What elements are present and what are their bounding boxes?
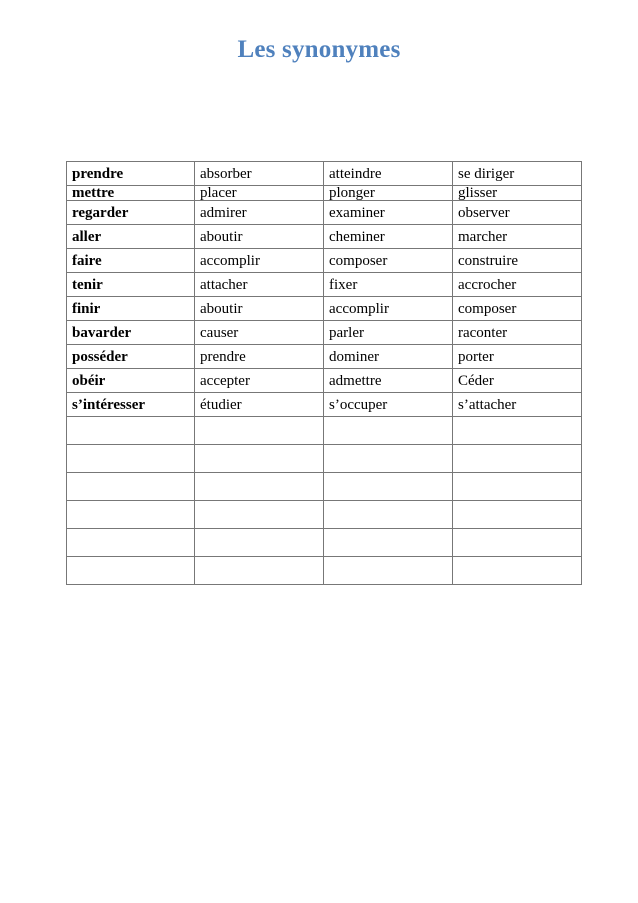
table-cell-synonym: accepter: [195, 369, 324, 393]
synonyms-table: [66, 161, 582, 585]
table-cell-synonym: [195, 473, 324, 501]
table-cell-word: aller: [67, 225, 195, 249]
table-cell-synonym: porter: [453, 345, 582, 369]
table-cell-synonym: attacher: [195, 273, 324, 297]
table-cell-synonym: placer: [195, 186, 324, 201]
table-row-empty: [67, 501, 582, 529]
table-row: [67, 321, 582, 345]
table-cell-word: faire: [67, 249, 195, 273]
table-cell-synonym: examiner: [324, 201, 453, 225]
table-cell-synonym: [453, 473, 582, 501]
table-cell-synonym: parler: [324, 321, 453, 345]
table-cell-synonym: [195, 501, 324, 529]
table-cell-synonym: étudier: [195, 393, 324, 417]
table-row-empty: [67, 445, 582, 473]
table-cell-word: bavarder: [67, 321, 195, 345]
table-row: [67, 273, 582, 297]
table-cell-synonym: cheminer: [324, 225, 453, 249]
table-cell-synonym: [453, 501, 582, 529]
table-cell-synonym: [453, 529, 582, 557]
table-cell-synonym: [195, 529, 324, 557]
table-row: [67, 162, 582, 186]
table-cell-synonym: [195, 557, 324, 585]
table-cell-word: obéir: [67, 369, 195, 393]
table-cell-synonym: causer: [195, 321, 324, 345]
table-cell-synonym: accomplir: [324, 297, 453, 321]
page-title: Les synonymes: [237, 36, 401, 63]
table-cell-synonym: Céder: [453, 369, 582, 393]
table-row: [67, 297, 582, 321]
table-cell-synonym: [453, 445, 582, 473]
table-cell-synonym: s’occuper: [324, 393, 453, 417]
table-cell-synonym: plonger: [324, 186, 453, 201]
table-cell-synonym: prendre: [195, 345, 324, 369]
table-cell-synonym: se diriger: [453, 162, 582, 186]
table-cell-word: finir: [67, 297, 195, 321]
table-cell-synonym: composer: [324, 249, 453, 273]
table-cell-word: [67, 557, 195, 585]
table-cell-synonym: absorber: [195, 162, 324, 186]
table-cell-word: s’intéresser: [67, 393, 195, 417]
table-row: [67, 393, 582, 417]
table-row-empty: [67, 417, 582, 445]
table-cell-synonym: aboutir: [195, 297, 324, 321]
table-cell-word: [67, 501, 195, 529]
table-cell-word: [67, 529, 195, 557]
table-cell-synonym: [324, 473, 453, 501]
table-cell-synonym: aboutir: [195, 225, 324, 249]
table-cell-synonym: observer: [453, 201, 582, 225]
table-cell-synonym: accomplir: [195, 249, 324, 273]
table-cell-synonym: atteindre: [324, 162, 453, 186]
table-cell-synonym: [195, 445, 324, 473]
table-row: [67, 249, 582, 273]
table-cell-word: mettre: [67, 186, 195, 201]
table-row-empty: [67, 557, 582, 585]
table-cell-synonym: marcher: [453, 225, 582, 249]
table-row: [67, 201, 582, 225]
table-cell-synonym: [453, 557, 582, 585]
table-row-empty: [67, 473, 582, 501]
table-cell-synonym: [324, 417, 453, 445]
table-row: [67, 186, 582, 201]
table-cell-synonym: composer: [453, 297, 582, 321]
table-cell-word: prendre: [67, 162, 195, 186]
table-cell-word: tenir: [67, 273, 195, 297]
table-cell-synonym: admettre: [324, 369, 453, 393]
table-cell-word: regarder: [67, 201, 195, 225]
table-cell-synonym: glisser: [453, 186, 582, 201]
table-cell-synonym: [324, 557, 453, 585]
table-cell-synonym: raconter: [453, 321, 582, 345]
table-cell-synonym: [453, 417, 582, 445]
table-cell-synonym: construire: [453, 249, 582, 273]
table-cell-word: [67, 473, 195, 501]
table-cell-synonym: [324, 501, 453, 529]
table-cell-synonym: s’attacher: [453, 393, 582, 417]
table-row: [67, 369, 582, 393]
table-cell-word: posséder: [67, 345, 195, 369]
table-row: [67, 345, 582, 369]
table-cell-synonym: accrocher: [453, 273, 582, 297]
table-row-empty: [67, 529, 582, 557]
table-cell-synonym: [195, 417, 324, 445]
table-cell-synonym: [324, 529, 453, 557]
table-cell-synonym: admirer: [195, 201, 324, 225]
table-cell-word: [67, 445, 195, 473]
table-cell-word: [67, 417, 195, 445]
table-cell-synonym: [324, 445, 453, 473]
table-cell-synonym: fixer: [324, 273, 453, 297]
table-row: [67, 225, 582, 249]
table-cell-synonym: dominer: [324, 345, 453, 369]
